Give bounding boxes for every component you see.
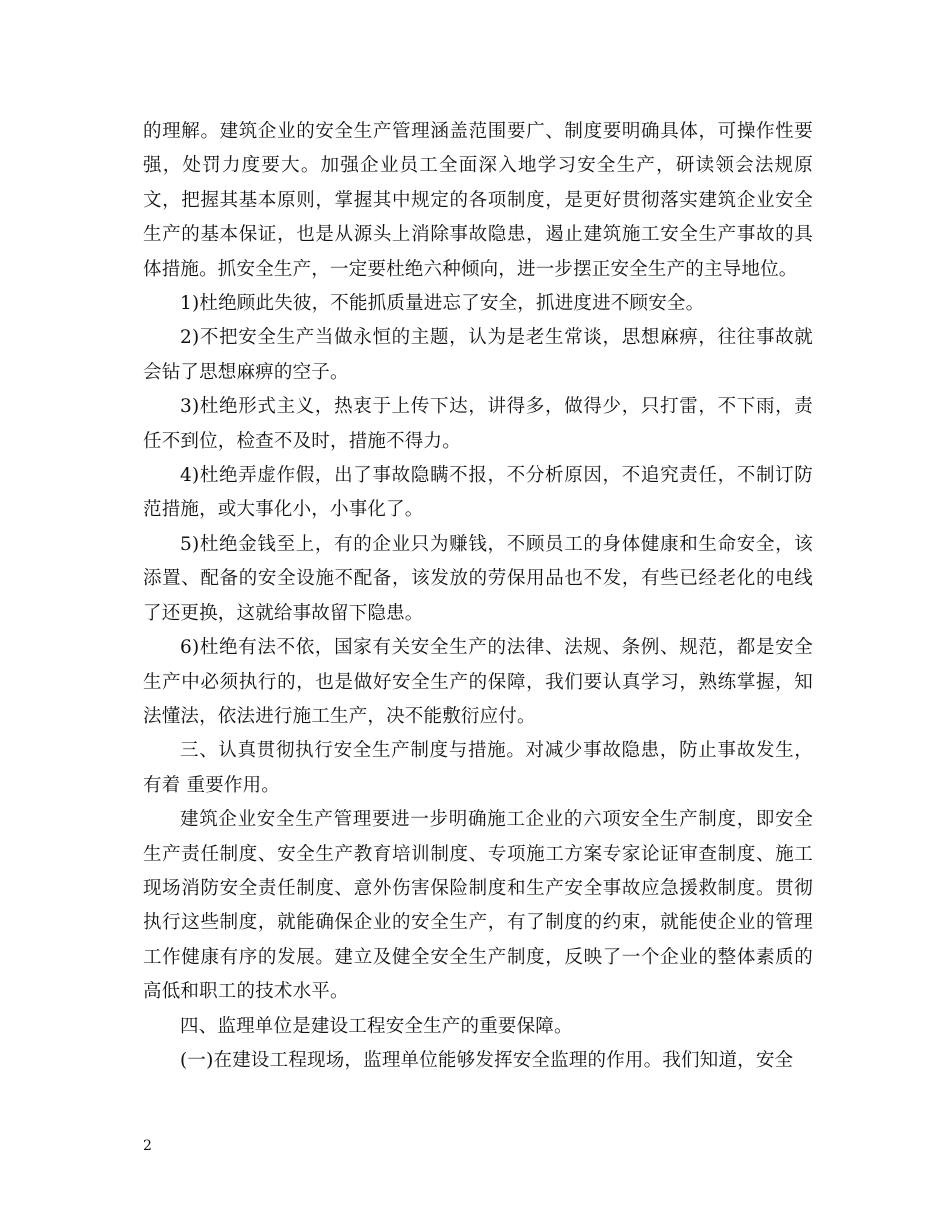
paragraph-1: 的理解。建筑企业的安全生产管理涵盖范围要广、制度要明确具体，可操作性要强，处罚力度要大。加强企业员工全面深入地学习安全生产，研读领会法规原文，把握其基本原则，掌握其中规定的各项制度，是更好贯彻落实建筑企业安全生产的基本保证，也是从源头上消除事故隐患，遏止建筑施工安全生产事故的具体措施。抓安全生产，一定要杜绝六种倾向，进一步摆正安全生产的主导地位。: [143, 121, 813, 280]
paragraph-4: 3)杜绝形式主义，热衷于上传下达，讲得多，做得少，只打雷，不下雨，责任不到位，检查不及时，措施不得力。: [143, 396, 813, 452]
paragraph-11: (一)在建设工程现场，监理单位能够发挥安全监理的作用。我们知道，安全: [180, 1049, 794, 1071]
paragraph-8: 三、认真贯彻执行安全生产制度与措施。对减少事故隐患，防止事故发生，有着 重要作用。: [143, 740, 813, 796]
paragraph-7: 6)杜绝有法不依，国家有关安全生产的法律、法规、条例、规范，都是安全生产中必须执行的，也是做好安全生产的保障，我们要认真学习，熟练掌握，知法懂法，依法进行施工生产，决不能敷衍应付。: [143, 637, 813, 727]
paragraph-10: 四、监理单位是建设工程安全生产的重要保障。: [180, 1015, 573, 1037]
paragraph-9: 建筑企业安全生产管理要进一步明确施工企业的六项安全生产制度，即安全生产责任制度、安全生产教育培训制度、专项施工方案专家论证审查制度、施工现场消防安全责任制度、意外伤害保险制度和生产安全事故应急援救制度。贯彻执行这些制度，就能确保企业的安全生产，有了制度的约束，就能使企业的管理工作健康有序的发展。建立及健全安全生产制度，反映了一个企业的整体素质的高低和职工的技术水平。: [143, 809, 813, 1003]
paragraph-3: 2)不把安全生产当做永恒的主题，认为是老生常谈，思想麻痹，往往事故就会钻了思想麻痹的空子。: [143, 327, 813, 383]
document-body: [143, 115, 813, 1078]
paragraph-2: 1)杜绝顾此失彼，不能抓质量进忘了安全，抓进度进不顾安全。: [180, 293, 705, 315]
paragraph-5: 4)杜绝弄虚作假，出了事故隐瞒不报，不分析原因，不追究责任，不制订防范措施，或大事化小，小事化了。: [143, 465, 813, 521]
paragraph-6: 5)杜绝金钱至上，有的企业只为赚钱，不顾员工的身体健康和生命安全，该添置、配备的安全设施不配备，该发放的劳保用品也不发，有些已经老化的电线了还更换，这就给事故留下隐患。: [143, 533, 813, 624]
page-number: 2: [143, 1138, 152, 1154]
